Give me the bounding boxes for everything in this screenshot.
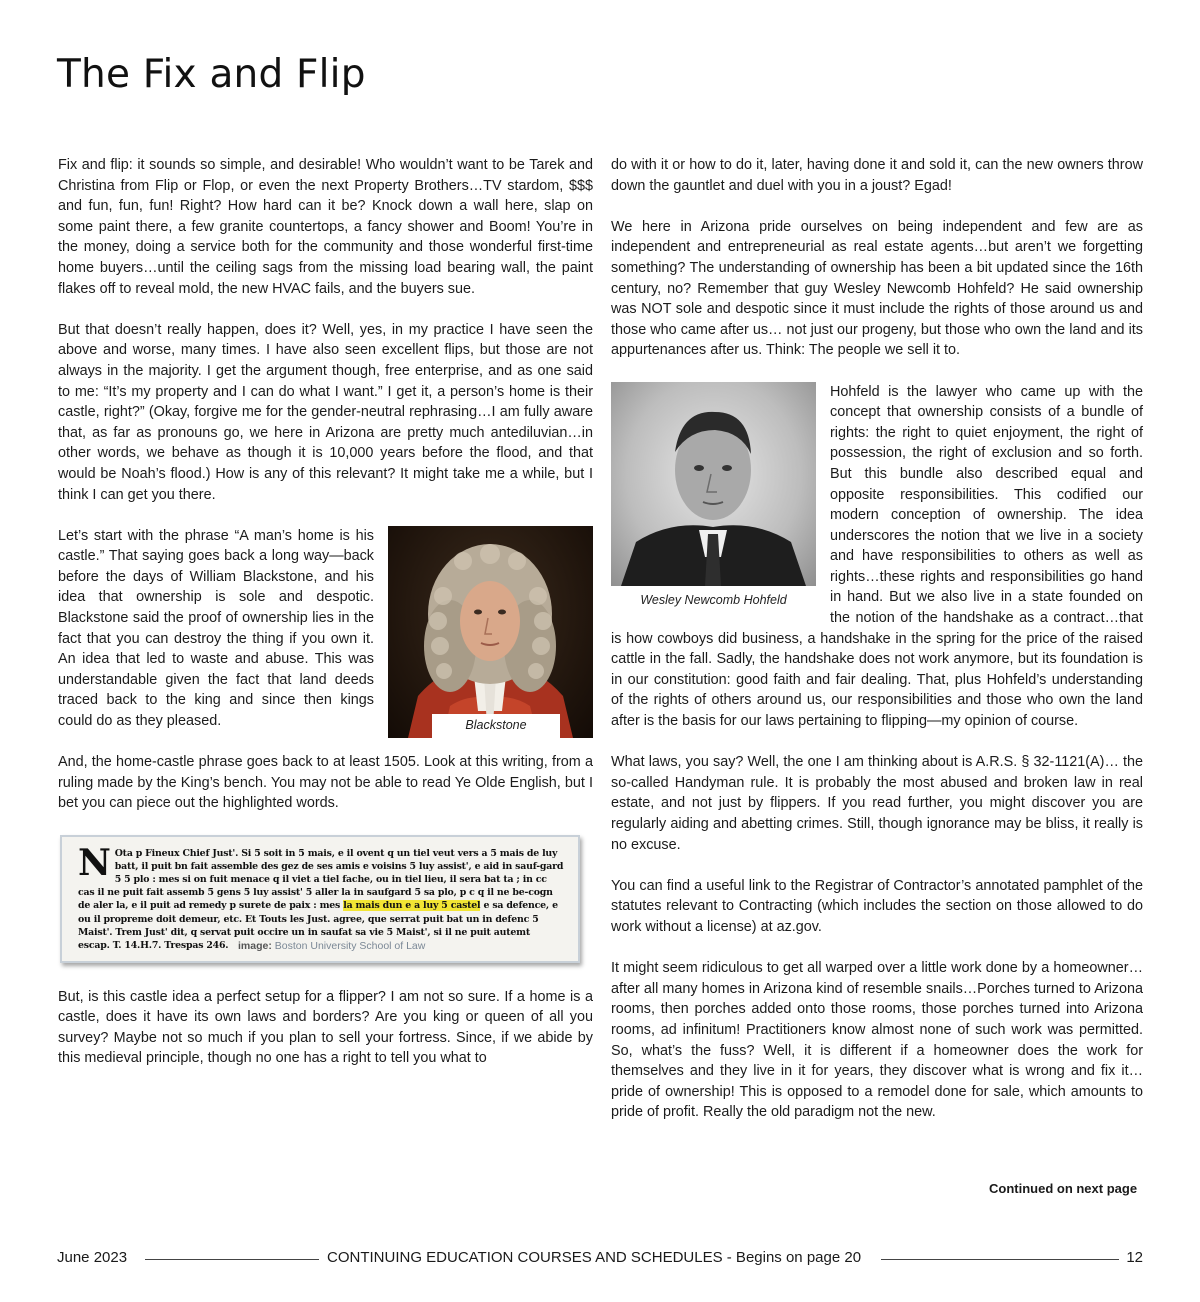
paragraph: You can find a useful link to the Registrar of Contractor’s annotated pamphlet of the statutes relevant to Contracting (which includes the section on those allowed to do work without a license) at az.gov.: [611, 877, 1143, 935]
footer-divider: [145, 1259, 319, 1260]
left-column: [58, 155, 593, 1090]
image-credit: [238, 936, 425, 957]
page-footer: [57, 1249, 1143, 1269]
paragraph: But that doesn’t really happen, does it? Well, yes, in my practice I have seen the above and worse, many times. I have also seen excellent flips, but those are not always in the majority. I get the argument though, free enterprise, and as one said to me: “It’s my property and I can do what I want.” I get it, a person’s home is their castle, right?” (Okay, forgive me for the gender-neutral rephrasing…I am fully aware that, as far as pronouns go, we here in Arizona are pretty much antediluvian…in other words, we behave as though it is 10,000 years before the flood, and that would be Noah’s flood.) How is any of this relevant? It might take me a while, but I think I can get you there.: [58, 321, 593, 503]
old-english-writing-image: [60, 835, 580, 963]
hohfeld-photo: [611, 382, 816, 586]
paragraph: It might seem ridiculous to get all warped over a little work done by a homeowner…after all many homes in Arizona kind of resemble snails…Porches turned to Arizona rooms, then porches added onto those rooms, those porches turned into Arizona rooms, ad infinitum! Practitioners know almost none of such work was permitted. So, what’s the fuss? Well, it is different if a homeowner does the work for themselves and they live in it for years, they discover what is wrong and fix it…pride of ownership! This is opposed to a remodel done for sale, which amounts to pride of profit. Really the old paradigm not the new.: [611, 960, 1143, 1121]
paragraph: And, the home-castle phrase goes back to at least 1505. Look at this writing, from a ruling made by the King’s bench. You may not be able to read Ye Olde English, but I bet you can piece out the highlighted words.: [58, 754, 593, 812]
paragraph: We here in Arizona pride ourselves on being independent and few are as independent and entrepreneurial as real estate agents…but aren’t we forgetting something? The understanding of ownership has been a bit updated since the 16th century, no? Remember that guy Wesley Newcomb Hohfeld? He said ownership was NOT sole and despotic since it must include the rights of those around us and those who came after us… not just our progeny, but those who own the land and its appurtenances after us. Think: The people we sell it to.: [611, 218, 1143, 359]
footer-divider: [881, 1259, 1119, 1260]
highlighted-words: la mais dun e a luy 5 castel: [343, 900, 481, 912]
page-number: 12: [1126, 1249, 1143, 1266]
paragraph: But, is this castle idea a perfect setup for a flipper? I am not so sure. If a home is a castle, does it have its own laws and borders? Are you king or queen of all you survey? Maybe not so much if you plan to sell your fortress. Since, if we abide by this medieval principle, though no one has a right to tell you what to: [58, 988, 593, 1067]
paragraph: What laws, you say? Well, the one I am thinking about is A.R.S. § 32-1121(A)… the so-called Handyman rule. It is probably the most abused and broken law in real estate, and not just by flippers. If you read further, you might discover you are regularly aiding and abetting crimes. Still, though ignorance may be bliss, it really is no excuse.: [611, 754, 1143, 853]
paragraph: do with it or how to do it, later, having done it and sold it, can the new owners throw down the gauntlet and duel with you in a joust? Egad!: [611, 157, 1143, 194]
old-text-before: Ota p Fineux Chief Just'. Si 5 soit in 5 mais, e il ovent q un tiel veut vers a 5 mais de luy batt, il puit bn fait assemble des gez de ses amis e voisins 5 luy assist', e aid in sauf-gard 5 5 plo : mes si on fuit menace q il viet a tiel fache, ou in tiel lieu, il sera bat ta ; in cc cas il ne puit fait assemb 5 gens 5 luy assist' 5 aller la in saufgard 5 sa plo, p c q il ne be-cogn de aler la, e il puit ad remedy p surete de paix : mes: [78, 847, 564, 912]
paragraph: Let’s start with the phrase “A man’s home is his castle.” That saying goes back a long way—back before the days of William Blackstone, and his idea that ownership is sole and despotic. Blackstone said the proof of ownership lies in the fact that you can destroy the thing if you own it. An idea that led to waste and abuse. This was understandable given the fact that land deeds traced back to the king and since then kings could do as they pleased.: [58, 527, 374, 730]
paragraph: Hohfeld is the lawyer who came up with the concept that ownership consists of a bundle of rights: the right to quiet enjoyment, the right of possession, the right of exclusion and so forth. But this bundle also described equal and opposite responsibilities. This codified our modern conception of ownership. The idea underscores the notion that we live in a society and have responsibilities to others as well as rights…these rights and responsibilities go hand in hand. But we also live in a state founded on the notion of the handshake as a contract…that is how cowboys did business, a handshake in the spring for the price of the raised cattle in the fall. Sadly, the handshake does not work anymore, but its foundation is in our constitution: good faith and fair dealing. That, plus Hohfeld’s understanding of the rights of others around us, our responsibilities and those who own the land after is the basis for our laws pertaining to flipping—my opinion of course.: [611, 383, 1143, 730]
blackstone-caption: Blackstone: [432, 714, 560, 738]
footer-date: June 2023: [57, 1249, 128, 1266]
blackstone-painting: [388, 526, 593, 738]
continued-note: Continued on next page: [989, 1181, 1138, 1196]
paragraph: Fix and flip: it sounds so simple, and desirable! Who wouldn’t want to be Tarek and Christina from Flip or Flop, or even the next Property Brothers…TV stardom, $$$ and fun, fun, fun! Right? How hard can it be? Knock down a wall here, slap on some paint there, a few granite countertops, a fancy shower and Boom! You’re in the money, doing a service both for the community and those wonderful first-time home buyers…until the ceiling sags from the missing load bearing wall, the paint flakes off to reveal mold, the new HVAC fails, and the buyers sue.: [58, 157, 593, 297]
old-text-after: e sa defence, e ou il propreme doit demeur, etc. Et Touts les Just. agree, que serrat puit bat un in defenc 5 Maist'. Trem Just' dit, q servat puit occire un in saufat sa vie 5 Maist', si il ne puit autemt escap. T. 14.H.7. Trespas 246.: [78, 900, 558, 952]
blackstone-portrait: [388, 526, 593, 738]
hohfeld-portrait: [611, 382, 816, 586]
right-column: [611, 155, 1143, 1144]
article-title: The Fix and Flip: [57, 52, 366, 97]
image-credit-source: Boston University School of Law: [274, 940, 426, 952]
drop-cap: N: [78, 841, 111, 884]
footer-ce-link[interactable]: CONTINUING EDUCATION COURSES AND SCHEDULES - Begins on page 20: [327, 1249, 862, 1266]
hohfeld-caption: Wesley Newcomb Hohfeld: [640, 592, 787, 607]
image-credit-label: image:: [238, 940, 272, 952]
hohfeld-figure: [611, 382, 816, 612]
